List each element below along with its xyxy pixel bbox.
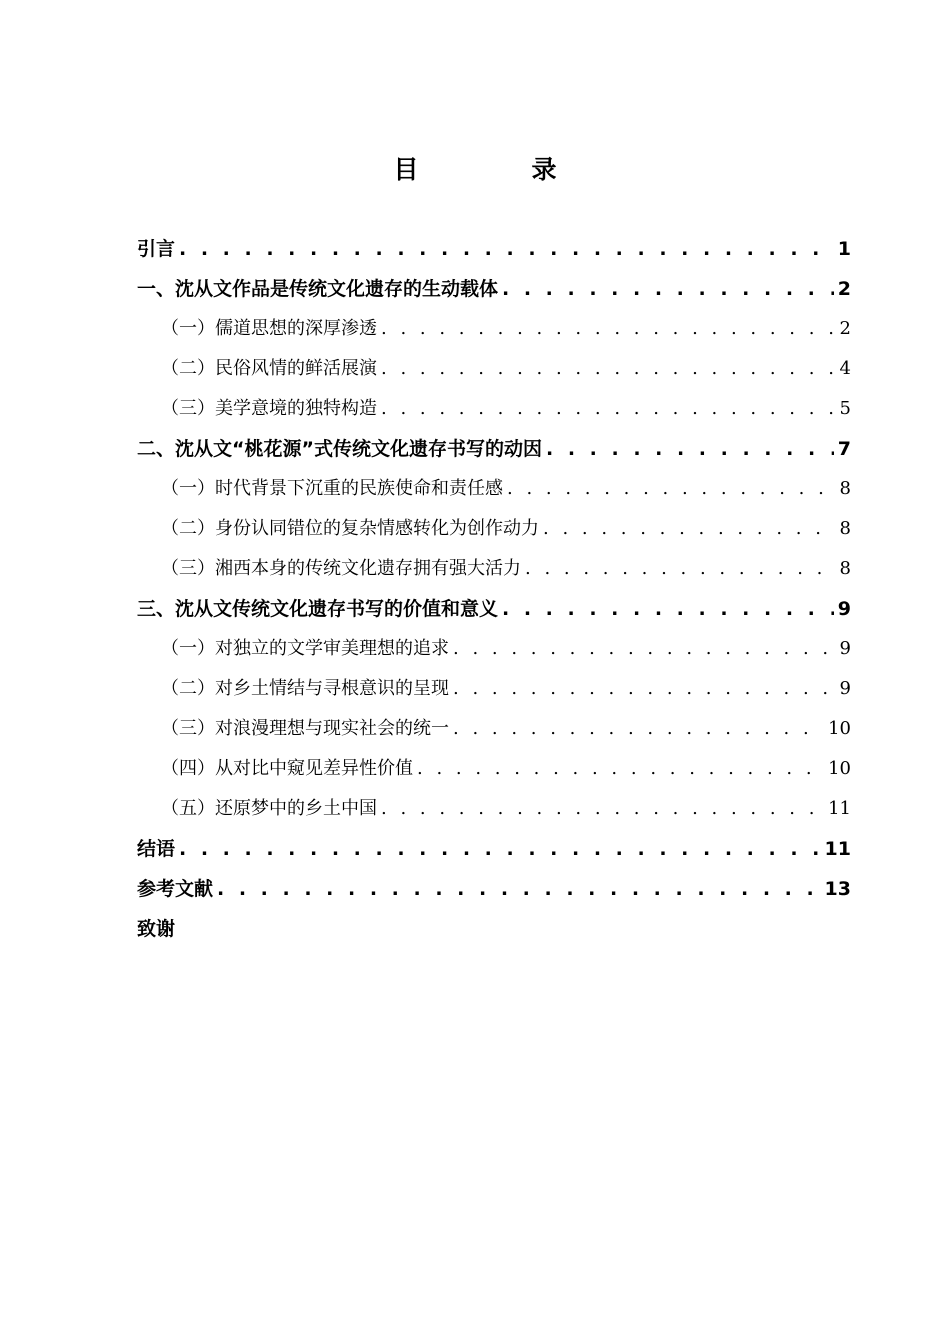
- toc-entry[interactable]: [137, 229, 851, 269]
- toc-dot-leader: [381, 789, 824, 829]
- toc-entry[interactable]: [137, 549, 851, 589]
- toc-entry[interactable]: [137, 509, 851, 549]
- toc-page-number: 11: [828, 798, 851, 819]
- toc-page-number: 10: [828, 758, 851, 779]
- toc-page-number: 8: [839, 518, 851, 539]
- toc-page-number: 5: [839, 398, 851, 419]
- toc-dot-leader: [217, 869, 821, 909]
- toc-entry-text: （二）民俗风情的鲜活展演: [161, 358, 377, 379]
- toc-page-number: 8: [839, 558, 851, 579]
- toc-entry-text: 致谢: [137, 918, 176, 940]
- toc-page-number: 9: [839, 678, 851, 699]
- toc-dot-leader: [417, 749, 824, 789]
- toc-dot-leader: [453, 709, 824, 749]
- toc-page-number: 1: [837, 238, 851, 260]
- toc-entry[interactable]: [137, 669, 851, 709]
- toc-entry[interactable]: [137, 309, 851, 349]
- toc-entry-text: （一）儒道思想的深厚渗透: [161, 318, 377, 339]
- toc-page-number: 7: [837, 438, 851, 460]
- toc-entry[interactable]: [137, 269, 851, 309]
- toc-dot-leader: [502, 269, 834, 309]
- toc-dot-leader: [381, 309, 836, 349]
- toc-entry[interactable]: [137, 629, 851, 669]
- toc-dot-leader: [502, 589, 834, 629]
- table-of-contents: [137, 229, 851, 949]
- toc-entry-text: 结语: [137, 838, 176, 860]
- toc-dot-leader: [525, 549, 836, 589]
- toc-page-number: 2: [839, 318, 851, 339]
- toc-page-number: 9: [837, 598, 851, 620]
- toc-entry[interactable]: [137, 389, 851, 429]
- toc-entry-text: 二、沈从文“桃花源”式传统文化遗存书写的动因: [137, 438, 542, 460]
- toc-page-number: 2: [837, 278, 851, 300]
- toc-entry-text: （四）从对比中窥见差异性价值: [161, 758, 413, 779]
- toc-entry[interactable]: [137, 429, 851, 469]
- toc-dot-leader: [179, 829, 821, 869]
- toc-entry[interactable]: [137, 589, 851, 629]
- toc-page-number: 8: [839, 478, 851, 499]
- toc-dot-leader: [507, 469, 836, 509]
- toc-entry-text: 三、沈从文传统文化遗存书写的价值和意义: [137, 598, 499, 620]
- toc-entry-text: （三）对浪漫理想与现实社会的统一: [161, 718, 449, 739]
- toc-entry[interactable]: [137, 869, 851, 909]
- toc-page-number: 9: [839, 638, 851, 659]
- toc-entry[interactable]: [137, 749, 851, 789]
- toc-dot-leader: [381, 349, 836, 389]
- toc-page-number: 13: [824, 878, 851, 900]
- toc-entry-text: （一）对独立的文学审美理想的追求: [161, 638, 449, 659]
- toc-entry[interactable]: [137, 789, 851, 829]
- toc-entry-text: 一、沈从文作品是传统文化遗存的生动载体: [137, 278, 499, 300]
- toc-entry[interactable]: [137, 829, 851, 869]
- toc-entry-text: （三）美学意境的独特构造: [161, 398, 377, 419]
- toc-dot-leader: [546, 429, 834, 469]
- toc-entry-text: 参考文献: [137, 878, 214, 900]
- toc-dot-leader: [453, 669, 836, 709]
- toc-entry[interactable]: [137, 709, 851, 749]
- toc-entry-text: （三）湘西本身的传统文化遗存拥有强大活力: [161, 558, 521, 579]
- toc-page-number: 10: [828, 718, 851, 739]
- toc-entry-text: （二）身份认同错位的复杂情感转化为创作动力: [161, 518, 539, 539]
- toc-dot-leader: [543, 509, 836, 549]
- toc-dot-leader: [179, 229, 834, 269]
- toc-page-number: 11: [824, 838, 851, 860]
- toc-title: 目 录: [393, 155, 601, 184]
- toc-entry-text: （二）对乡土情结与寻根意识的呈现: [161, 678, 449, 699]
- toc-dot-leader: [453, 629, 836, 669]
- toc-entry-no-page[interactable]: [137, 909, 851, 949]
- toc-entry[interactable]: [137, 349, 851, 389]
- toc-dot-leader: [381, 389, 836, 429]
- toc-page-number: 4: [839, 358, 851, 379]
- toc-entry-text: （五）还原梦中的乡土中国: [161, 798, 377, 819]
- toc-entry-text: （一）时代背景下沉重的民族使命和责任感: [161, 478, 503, 499]
- toc-entry-text: 引言: [137, 238, 176, 260]
- toc-entry[interactable]: [137, 469, 851, 509]
